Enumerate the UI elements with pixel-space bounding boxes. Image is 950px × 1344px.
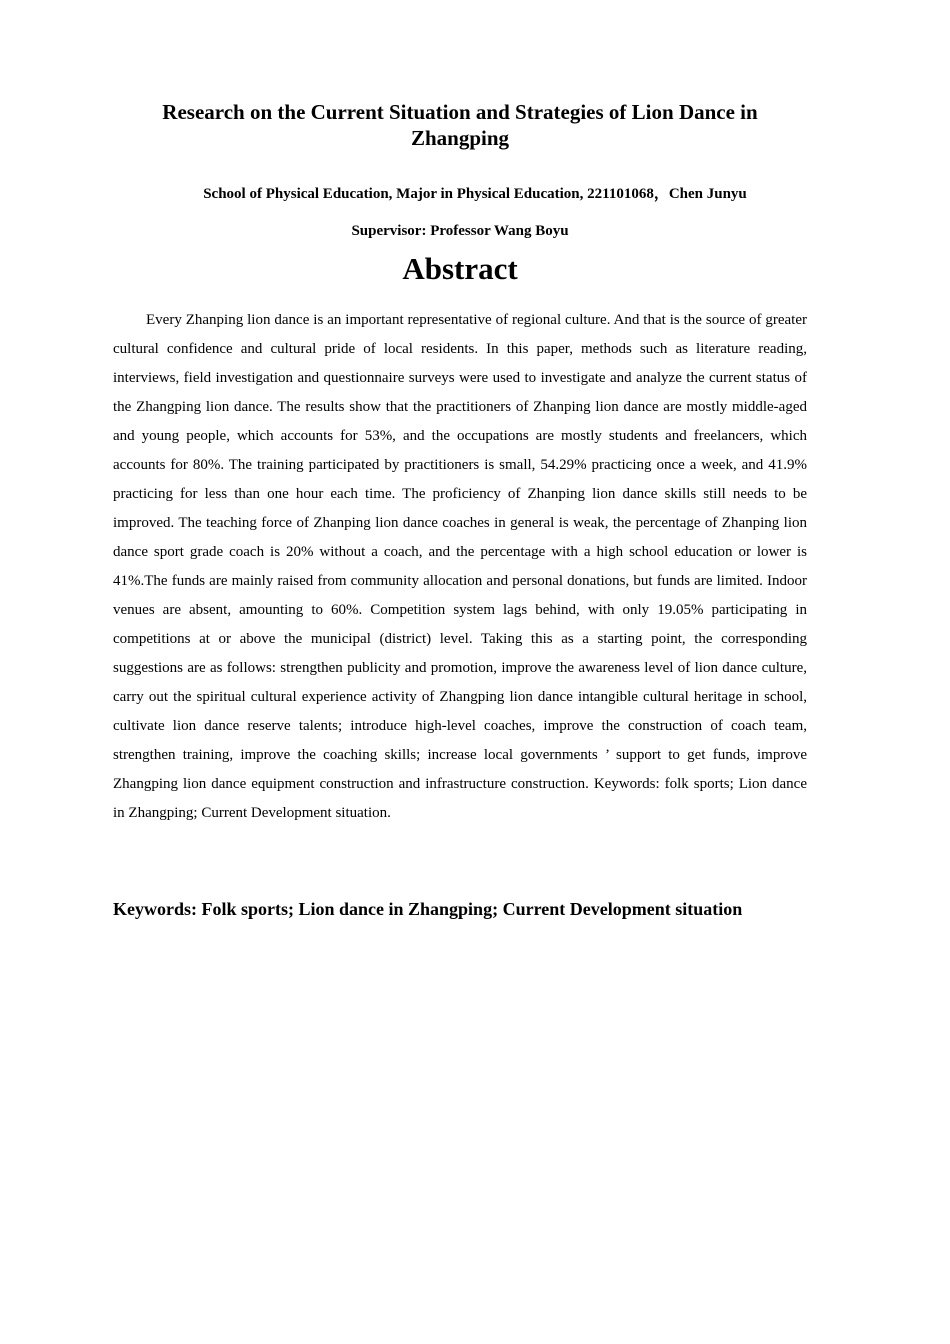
keywords-line: Keywords: Folk sports; Lion dance in Zhangping; Current Development situation [113,899,743,919]
abstract-body: Every Zhanping lion dance is an important representative of regional culture. And that is the source of greater cultural confidence and cultural pride of local residents. In this paper, methods such as literature reading, interviews, field investigation and questionnaire surveys were used to investigate and analyze the current status of the Zhangping lion dance. The results show that the practitioners of Zhanping lion dance are mostly middle-aged and young people, which accounts for 53%, and the occupations are mostly students and freelancers, which accounts for 80%. The training participated by practitioners is small, 54.29% practicing once a week, and 41.9% practicing for less than one hour each time. The proficiency of Zhanping lion dance skills still needs to be improved. The teaching force of Zhanping lion dance coaches in general is weak, the percentage of Zhanping lion dance sport grade coach is 20% without a coach, and the percentage with a high school education or lower is 41%.The funds are mainly raised from community allocation and personal donations, but funds are limited. Indoor venues are absent, amounting to 60%. Competition system lags behind, with only 19.05% participating in competitions at or above the municipal (district) level. Taking this as a starting point, the corresponding suggestions are as follows: strengthen publicity and promotion, improve the awareness level of lion dance culture, carry out the spiritual cultural experience activity of Zhangping lion dance intangible cultural heritage in school, cultivate lion dance reserve talents; introduce high-level coaches, improve the construction of coach team, strengthen training, improve the coaching skills; increase local governments ’ support to get funds, improve Zhangping lion dance equipment construction and infrastructure construction. Keywords: folk sports; Lion dance in Zhangping; Current Development situation. [113,312,807,821]
author-affiliation: School of Physical Education, Major in Physical Education, 221101068，Chen Junyu [203,186,747,202]
abstract-heading: Abstract [402,251,518,286]
supervisor-line: Supervisor: Professor Wang Boyu [351,223,569,239]
paper-title: Research on the Current Situation and Strategies of Lion Dance in Zhangping [162,100,758,150]
